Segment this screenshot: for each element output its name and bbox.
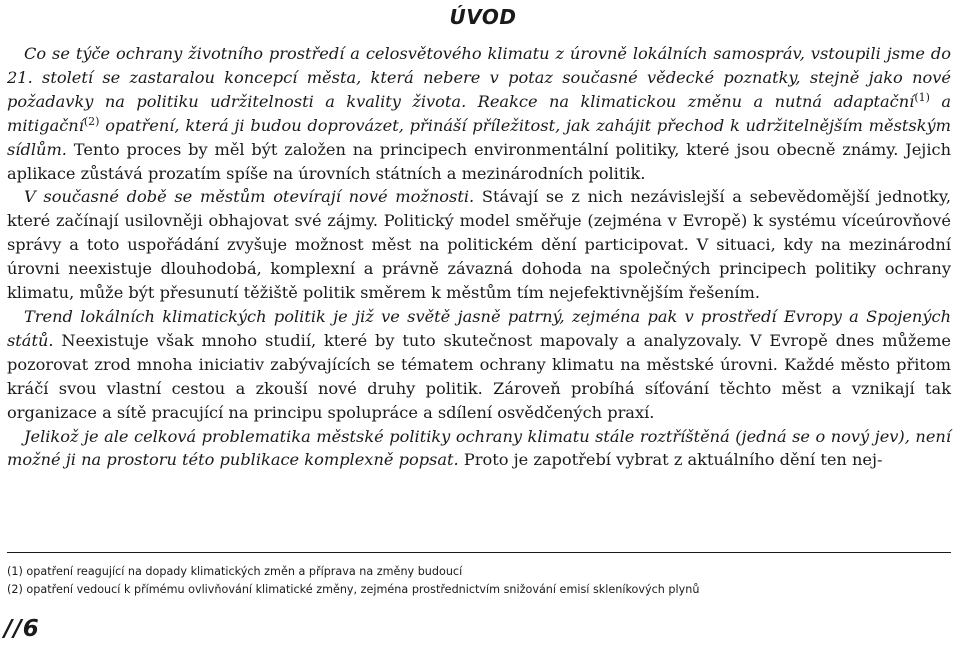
page-number: //6 bbox=[4, 616, 40, 642]
paragraph bbox=[7, 305, 951, 425]
footnotes bbox=[7, 563, 951, 599]
body-text bbox=[7, 42, 951, 472]
body-sentence: Tento proces by měl být založen na principech environmentální politiky, které jsou obecně známy. Jejich aplikace zůstává prozatím spíše na úrovních státních a mezinárodních politik. bbox=[7, 139, 951, 183]
italic-text: opatření, která ji budou doprovázet, přináší příležitost, jak zahájit přechod k udržitelnějším městským sídlům. bbox=[7, 115, 951, 159]
footnote-1: (1) opatření reagující na dopady klimatických změn a příprava na změny budoucí bbox=[7, 565, 463, 578]
footnote-ref: (2) bbox=[83, 114, 100, 128]
italic-text: a mitigační bbox=[7, 91, 952, 135]
footnote-2: (2) opatření vedoucí k přímému ovlivňování klimatické změny, zejména prostřednictvím snižování emisí skleníkových plynů bbox=[7, 583, 700, 596]
footnote-divider bbox=[7, 552, 951, 553]
body-sentence: Neexistuje však mnoho studií, které by tuto skutečnost mapovaly a analyzovaly. V Evropě dnes můžeme pozorovat zrod mnoha iniciativ zabývajících se tématem ochrany klimatu na městské úrovni. Každé město přitom kráčí svou vlastní cestou a zkouší nové druhy politik. Zároveň probíhá síťování těchto měst a vznikají tak organizace a sítě pracující na principu spolupráce a sdílení osvědčených praxí. bbox=[7, 330, 951, 422]
body-sentence: Stávají se z nich nezávislejší a sebevědomější jednotky, které začínají usilovněji obhajovat své zájmy. bbox=[7, 187, 951, 231]
page-heading: ÚVOD bbox=[449, 5, 517, 29]
italic-text: Trend lokálních klimatických politik je již ve světě jasně patrný, zejména pak v prostředí Evropy a Spojených států. bbox=[7, 306, 951, 350]
body-sentence: V situaci, kdy na mezinárodní úrovni neexistuje dlouhodobá, komplexní a právně závazná dohoda na společných principech politiky ochrany klimatu, může být přesunutí těžiště politik směrem k městům tím nejefektivnějším řešením. bbox=[7, 235, 951, 303]
paragraph bbox=[7, 185, 951, 305]
paragraph bbox=[7, 42, 951, 185]
italic-text: V současné době se městům otevírají nové možnosti. bbox=[24, 187, 475, 207]
body-sentence: Politický model směřuje (zejména v Evropě) k systému víceúrovňové správy a toto uspořádání zvyšuje možnost měst na politickém dění participovat. bbox=[7, 211, 951, 255]
italic-text: Reakce na klimatickou změnu a nutná adaptační bbox=[466, 91, 915, 111]
body-sentence: Proto je zapotřebí vybrat z aktuálního dění ten nej- bbox=[458, 450, 883, 470]
italic-text: Co se týče ochrany životního prostředí a celosvětového klimatu z úrovně lokálních samospráv, vstoupili jsme do 21. století se zastaralou koncepcí města, která nebere v potaz současné vědecké poznatky, stejně jako nové požadavky na politiku udržitelnosti a kvality života. bbox=[7, 44, 951, 111]
paragraph bbox=[7, 425, 951, 473]
italic-text: Jelikož je ale celková problematika městské politiky ochrany klimatu stále roztříštěná (jedná se o nový jev), není možné ji na prostoru této publikace komplexně popsat. bbox=[7, 426, 951, 470]
footnote-ref: (1) bbox=[914, 90, 930, 104]
